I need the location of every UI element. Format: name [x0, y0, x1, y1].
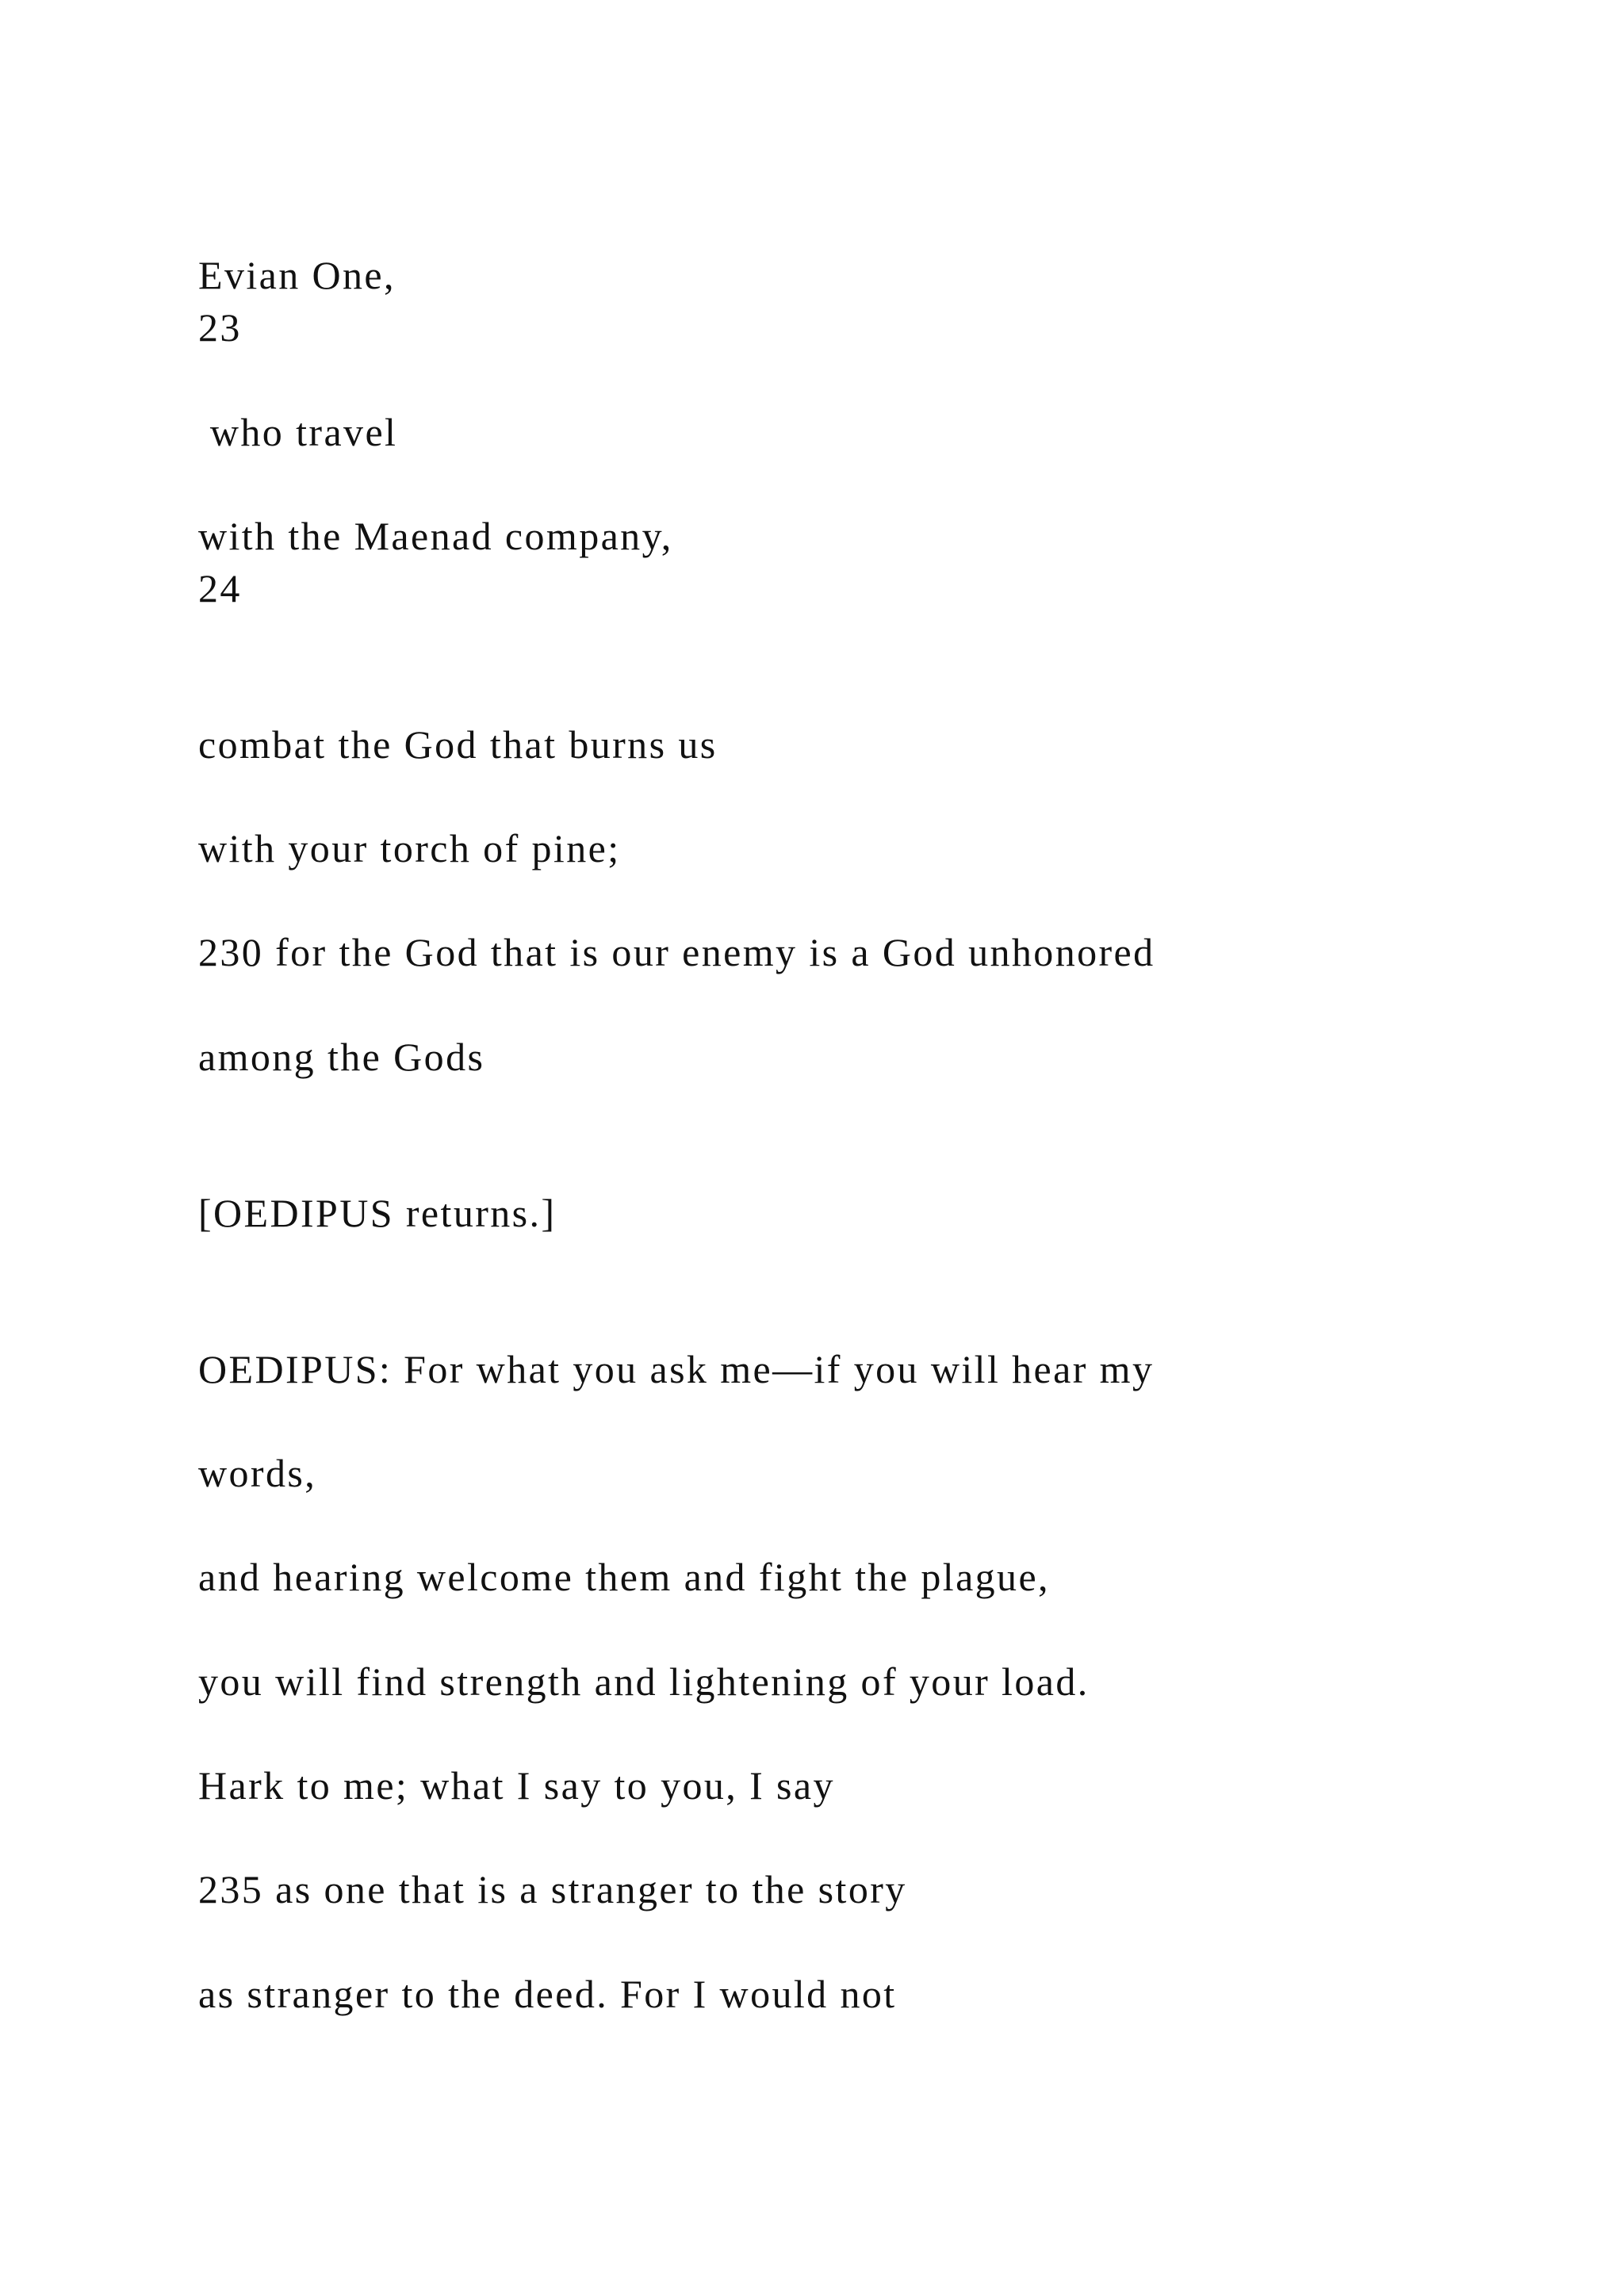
text-line: with the Maenad company, [198, 514, 673, 558]
text-line: with your torch of pine; [198, 826, 621, 871]
text-line: and hearing welcome them and fight the plague, [198, 1555, 1050, 1599]
text-line: words, [198, 1451, 317, 1495]
speaker-line: OEDIPUS: For what you ask me—if you will hear my [198, 1347, 1155, 1391]
text-line: among the Gods [198, 1035, 485, 1079]
text-line: Hark to me; what I say to you, I say [198, 1763, 835, 1808]
text-line: 235 as one that is a stranger to the story [198, 1867, 907, 1911]
text-line: you will find strength and lightening of your load. [198, 1659, 1090, 1704]
text-line: Evian One, [198, 253, 396, 297]
text-line: as stranger to the deed. For I would not [198, 1972, 897, 2016]
footnote-marker: 23 [198, 305, 242, 350]
text-line: who travel [198, 410, 398, 454]
text-line: 230 for the God that is our enemy is a God unhonored [198, 930, 1155, 974]
stage-direction: [OEDIPUS returns.] [198, 1191, 557, 1235]
text-line: combat the God that burns us [198, 722, 718, 767]
footnote-marker: 24 [198, 566, 242, 610]
